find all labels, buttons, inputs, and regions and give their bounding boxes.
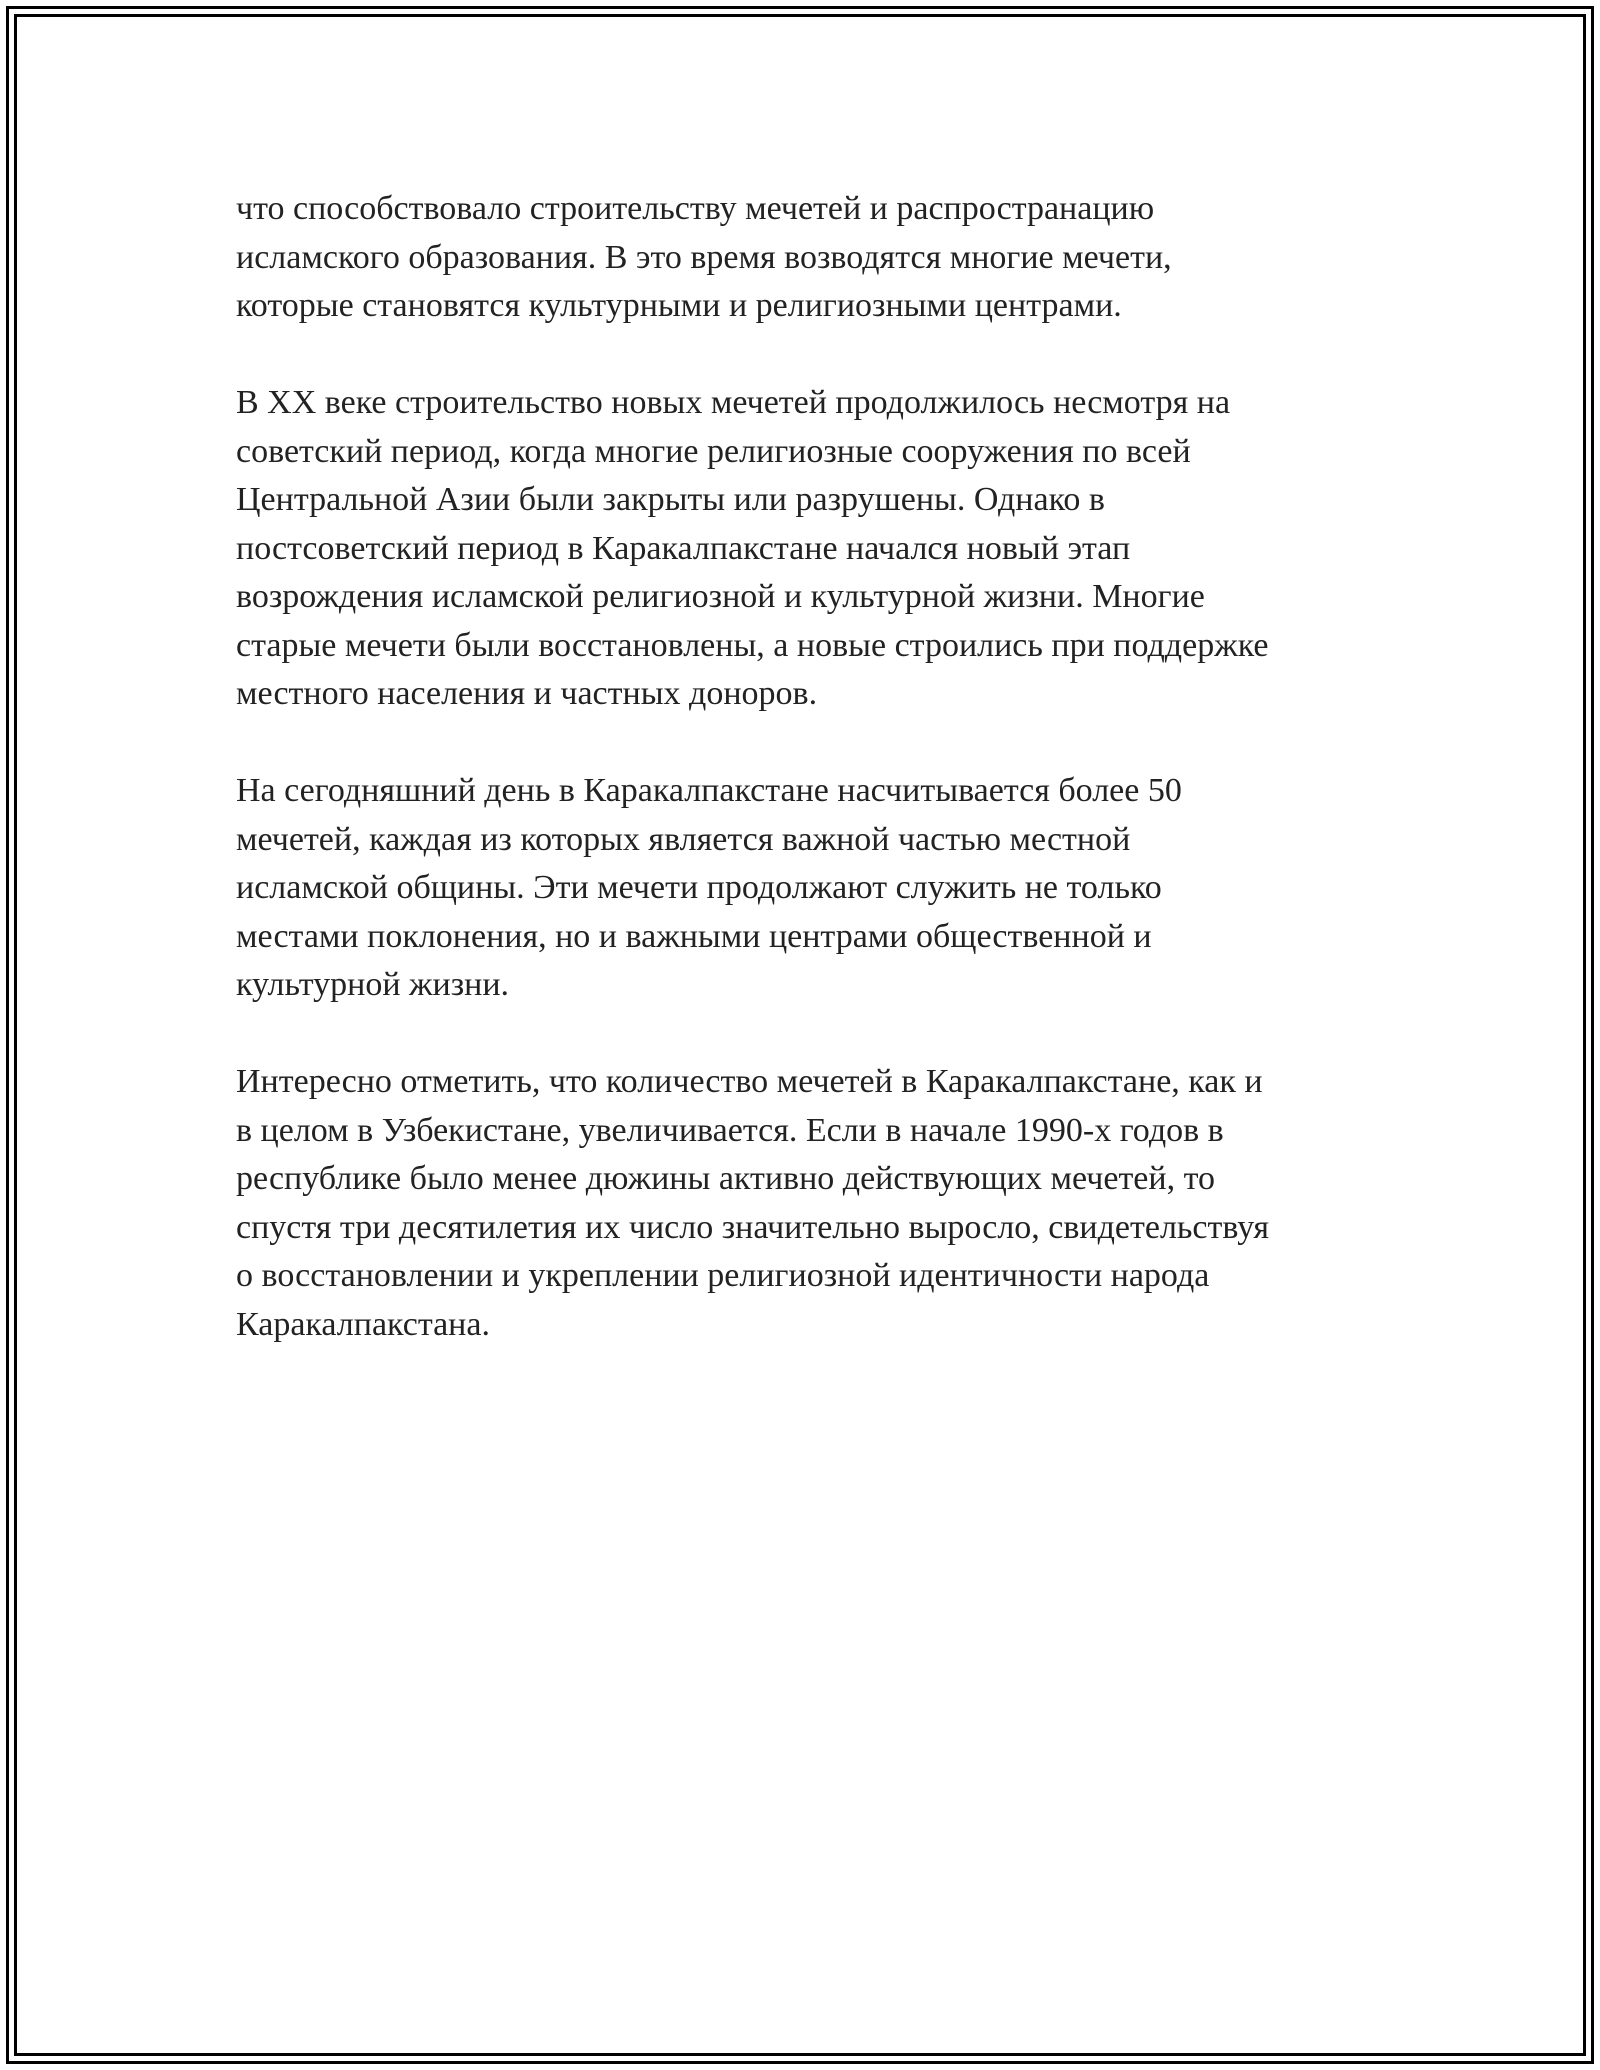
text-line: постсоветский период в Каракалпакстане начался новый этап	[236, 529, 1131, 567]
paragraph-3	[236, 767, 1366, 1010]
text-line: На сегодняшний день в Каракалпакстане насчитывается более 50	[236, 772, 1182, 809]
paragraph-2	[236, 379, 1366, 719]
text-line: республике было менее дюжины активно действующих мечетей, то	[236, 1160, 1215, 1197]
text-line: Каракалпакстана.	[236, 1305, 490, 1343]
text-line: о восстановлении и укреплении религиозной идентичности народа	[236, 1257, 1210, 1294]
paragraph-1	[236, 185, 1366, 331]
text-line: старые мечети были восстановлены, а новые строились при поддержке	[236, 626, 1269, 664]
text-line: советский период, когда многие религиозные сооружения по всей	[236, 432, 1191, 470]
text-line: в целом в Узбекистане, увеличивается. Если в начале 1990-х годов в	[236, 1111, 1224, 1149]
text-line: местами поклонения, но и важными центрами общественной и	[236, 917, 1152, 955]
text-line: спустя три десятилетия их число значительно выросло, свидетельствуя	[236, 1208, 1270, 1246]
text-line: культурной жизни.	[236, 966, 510, 1003]
text-line: Интересно отметить, что количество мечетей в Каракалпакстане, как и	[236, 1063, 1263, 1100]
text-line: что способствовало строительству мечетей и распространацию	[236, 190, 1155, 227]
text-line: В XX веке строительство новых мечетей продолжилось несмотря на	[236, 384, 1231, 421]
text-line: Центральной Азии были закрыты или разрушены. Однако в	[236, 481, 1105, 518]
text-line: которые становятся культурными и религиозными центрами.	[236, 287, 1122, 324]
document-body	[236, 185, 1366, 1398]
text-line: исламского образования. В это время возводятся многие мечети,	[236, 238, 1172, 276]
text-line: местного населения и частных доноров.	[236, 675, 818, 712]
text-line: мечетей, каждая из которых является важной частью местной	[236, 820, 1131, 858]
paragraph-4	[236, 1058, 1366, 1349]
text-line: возрождения исламской религиозной и культурной жизни. Многие	[236, 578, 1205, 615]
text-line: исламской общины. Эти мечети продолжают служить не только	[236, 869, 1162, 906]
